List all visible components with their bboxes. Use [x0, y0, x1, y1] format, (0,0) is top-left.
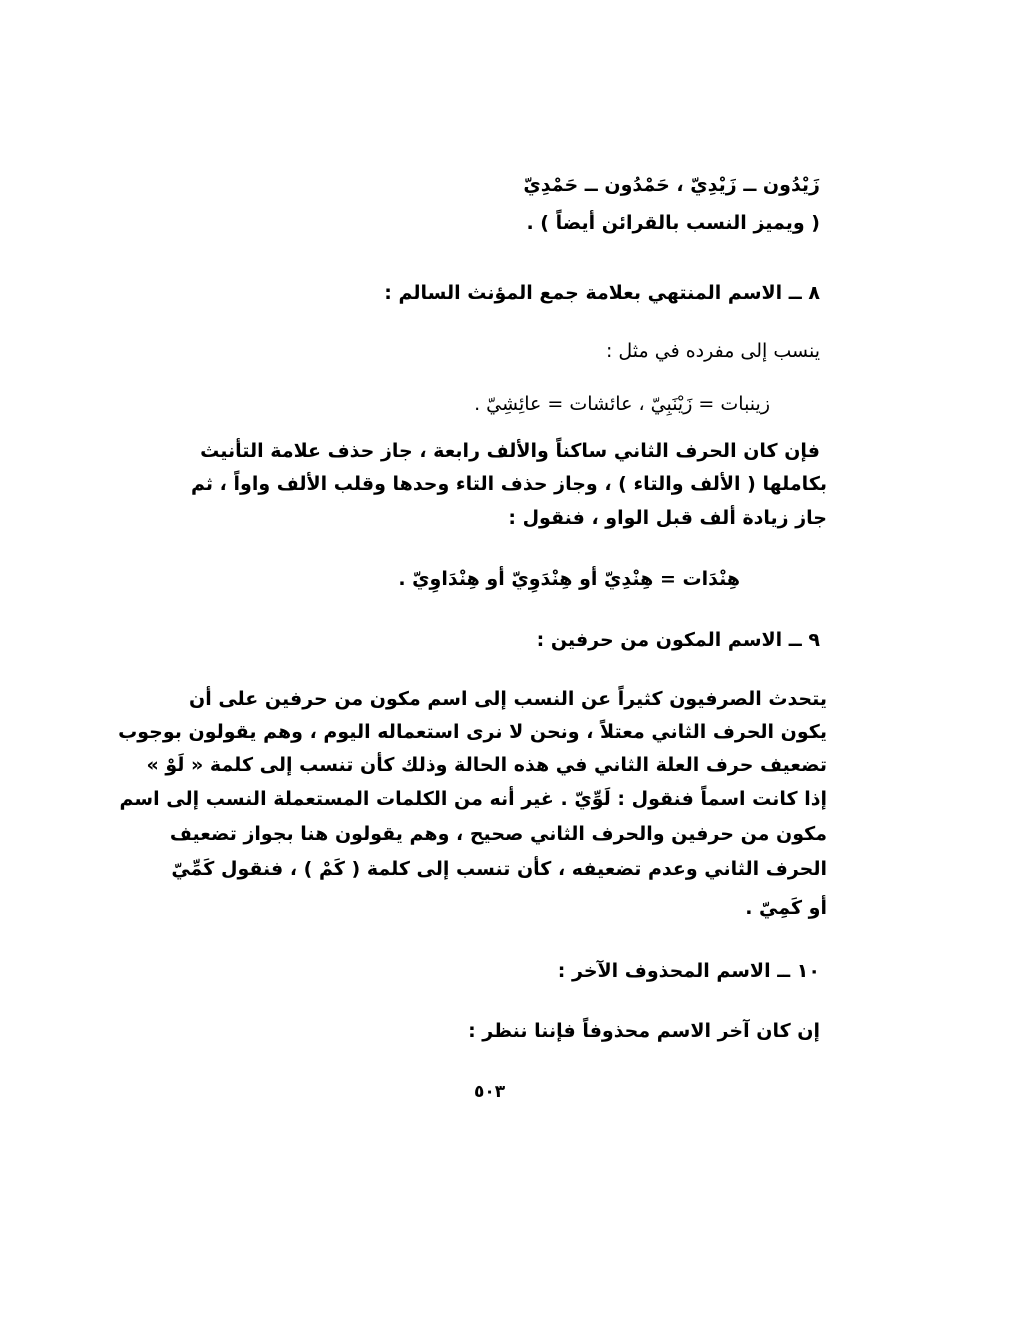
- body-line: إن كان آخر الاسم محذوفاً فإننا ننظر :: [468, 1020, 820, 1042]
- paragraph-line: فإن كان الحرف الثاني ساكناً والألف رابعة ، جاز حذف علامة التأنيث: [200, 440, 820, 462]
- section-heading-9: ٩ ــ الاسم المكون من حرفين :: [536, 629, 820, 651]
- section-heading-10: ١٠ ــ الاسم المحذوف الآخر :: [557, 960, 820, 982]
- paragraph-line: إذا كانت اسماً فنقول : لَوِّيّ . غير أنه من الكلمات المستعملة النسب إلى اسم: [119, 788, 827, 810]
- paragraph-line: بكاملها ( الألف والتاء ) ، وجاز حذف التاء وحدها وقلب الألف واواً ، ثم: [191, 473, 827, 495]
- paragraph-line: مكون من حرفين والحرف الثاني صحيح ، وهم يقولون هنا بجواز تضعيف: [169, 823, 827, 845]
- paragraph-line: أو كَمِيّ .: [745, 897, 827, 919]
- example-line-hindat: هِنْدَات = هِنْدِيّ أو هِنْدَوِيّ أو هِنْدَاوِيّ .: [398, 568, 740, 590]
- note-line: ( ويميز النسب بالقرائن أيضاً ) .: [526, 212, 820, 234]
- body-line: ينسب إلى مفرده في مثل :: [605, 340, 820, 362]
- paragraph-line: تضعيف حرف العلة الثاني في هذه الحالة وذلك كأن تنسب إلى كلمة « لَوْ »: [146, 754, 827, 776]
- section-heading-8: ٨ ــ الاسم المنتهي بعلامة جمع المؤنث السالم :: [384, 282, 820, 304]
- paragraph-line: يتحدث الصرفيون كثيراً عن النسب إلى اسم مكون من حرفين على أن: [188, 688, 827, 710]
- paragraph-line: جاز زيادة ألف قبل الواو ، فنقول :: [508, 507, 827, 529]
- paragraph-line: يكون الحرف الثاني معتلاً ، ونحن لا نرى استعماله اليوم ، وهم يقولون بوجوب: [118, 721, 827, 743]
- example-line-zaynabat: زينبات = زَيْنَبِيّ ، عائشات = عائِشِيّ .: [474, 393, 770, 415]
- page-number: ٥٠٣: [474, 1082, 506, 1102]
- paragraph-line: الحرف الثاني وعدم تضعيفه ، كأن تنسب إلى كلمة ( كَمْ ) ، فنقول كَمِّيّ: [171, 858, 827, 880]
- example-line-zaydun-hamdun: زَيْدُون ــ زَيْدِيّ ، حَمْدُون ــ حَمْدِيّ: [523, 174, 820, 196]
